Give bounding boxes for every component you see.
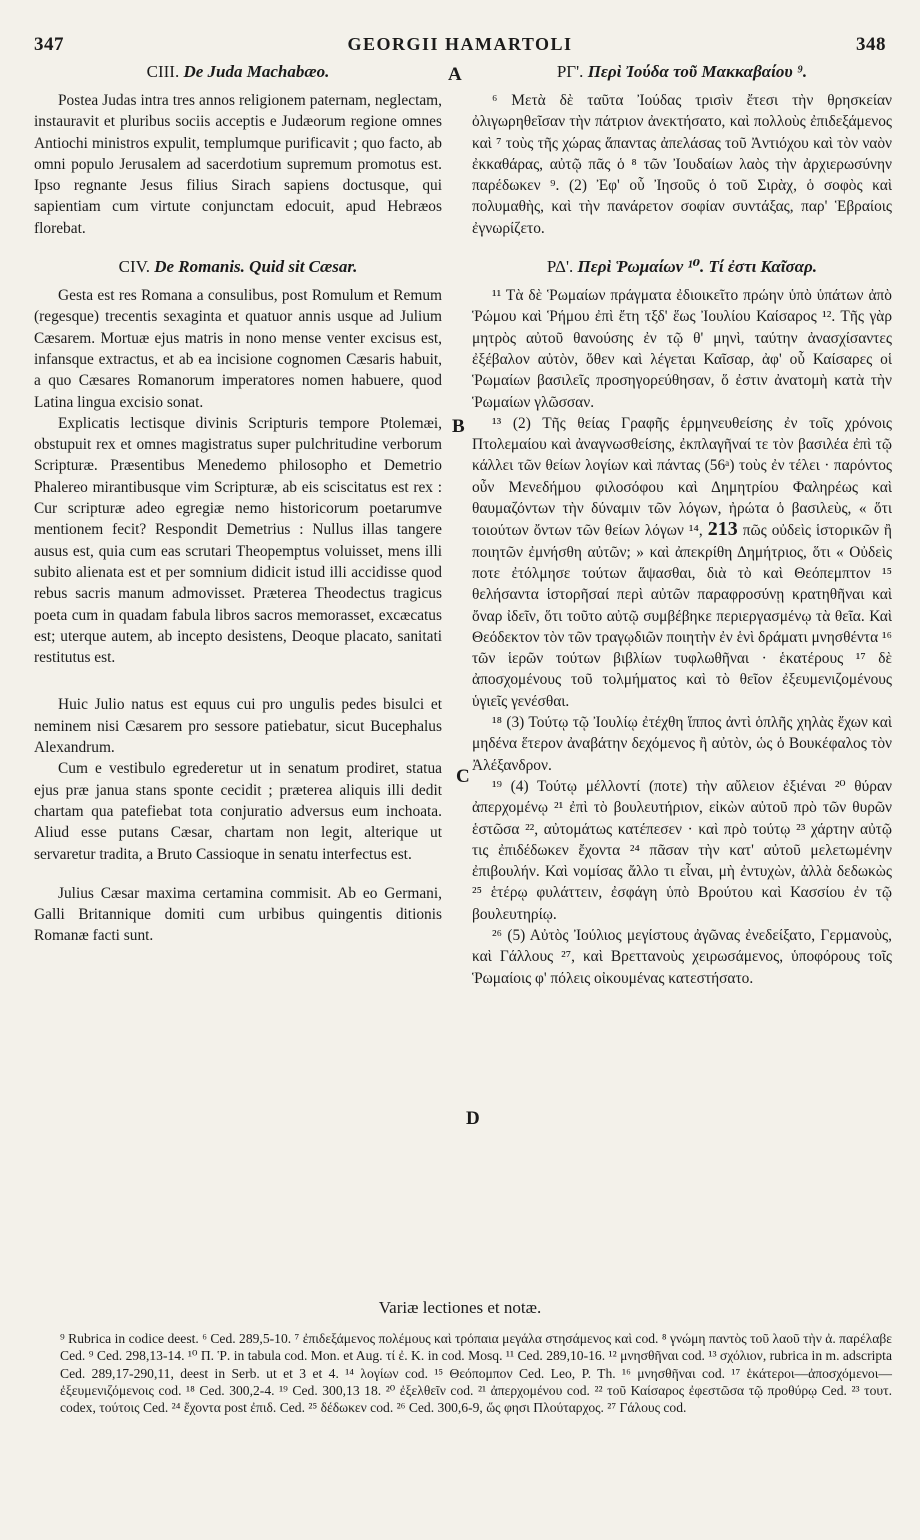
margin-letter-b: B xyxy=(452,416,465,437)
margin-letter-c: C xyxy=(456,766,470,787)
latin-section-heading-103 xyxy=(34,62,442,82)
latin-paragraph: Explicatis lectisque divinis Scripturis tempore Ptolemæi, obstupuit rex et omnes magistratus super pulchritudine verborum Scripturæ. Præsentibus Menedemo philosopho et Demetrio Phalereo mirantibusque vim Scripturæ, ab eis sciscitatus est rex : Cur scripturæ adeo egregiæ nemo historicorum poetarumve mentionem fecit? Respondit Demetrius : Nullus illas tangere ausus est, quia cum eas scrutari Theopemptus voluisset, mens illi subito alienata est et per somnium didicit istud illi accidisse quod rebus sacris manum admovisset. Præterea Theodectus tragicus poeta cum in quadam fabula libros sacros memorasset, excæcatus est; uterque autem, ab incepto desistens, Deoque placato, sanitati restitutus est. xyxy=(34,414,442,667)
latin-paragraph: Gesta est res Romana a consulibus, post Romulum et Remum (regesque) trecentis sexaginta et quatuor annis usque ad Julium Cæsarem. Mortuæ ejus matris in nono mense venter excisus est, infansque extractus, et ab ea incisione cognomen Cæsaris habuit, a quo Cæsares Romanorum imperatores nomen habuere, quod Latina lingua excisio sonat. xyxy=(34,287,442,411)
latin-section-number: CIV. xyxy=(118,257,150,277)
greek-paragraph: ¹¹ Τὰ δὲ Ῥωμαίων πράγματα ἐδιοικεῖτο πρώην ὑπὸ ὑπάτων ἀπὸ Ῥώμου καὶ Ῥήμου ἐπὶ ἔτη τξδ' ἕως Ἰουλίου Καίσαρος ¹². Τῆς γὰρ μητρὸς αὐτοῦ θανούσης ἐν τῷ θ' μηνὶ, ταύτην ἀνασχίσαντες ἐξέβαλον αὐτὸν, ὅθεν καὶ λέγεται Καῖσαρ, ἀφ' οὗ Καίσαρες οἱ Ῥωμαίων βασιλεῖς προσηγορεύθησαν, ὅ ἐστιν ἀνατομὴ κατὰ τὴν Ῥωμαίων γλῶσσαν. xyxy=(472,287,892,411)
greek-paragraph-part: ¹³ (2) Τῆς θείας Γραφῆς ἑρμηνευθείσης ἐν τοῖς χρόνοις Πτολεμαίου καὶ ἀναγνωσθείσης, ἐκπλαγῆναί τε τὸν βασιλέα ἐπὶ τῷ κάλλει τῶν θείων λογίων καὶ πάντας (56ᵃ) τοὺς ἐν τέλει · παρόντος οὖν Μενεδήμου φιλοσόφου καὶ Δημητρίου Φαληρέως καὶ θαυμαζόντων τὴν δύναμιν τῶν λόγων, ἠρώτα ὁ βασιλεὺς, « ὅτι τοιούτων ὄντων τῶν θείων λόγων ¹⁴, xyxy=(472,414,892,540)
greek-paragraph: ⁶ Μετὰ δὲ ταῦτα Ἰούδας τρισὶν ἔτεσι τὴν θρησκείαν ὀλιγωρηθεῖσαν τὴν πάτριον ἀνεκτήσατο, καὶ πολλοὺς ἐπιδεξάμενος καὶ ⁷ τοὺς τῆς χώρας ἅπαντας ἀπελάσας τοῦ Ἀντιόχου καὶ τὸν ναὸν ἐκκαθάρας, αὐτῷ πᾶς ὁ ⁸ τῶν Ἰουδαίων λαὸς τὴν ἀρχιερωσύνην παρέδωκεν ⁹. (2) Ἐφ' οὗ Ἰησοῦς ὁ τοῦ Σιρὰχ, ὁ σοφὸς καὶ πολυμαθὴς, καὶ τὴν πανάρετον σοφίαν συντάξας, παρ' Ἑβραίοις ἐγνωρίζετο. xyxy=(472,92,892,237)
greek-paragraph: ¹⁹ (4) Τούτῳ μέλλοντί (ποτε) τὴν αὔλειον ἐξιέναι ²⁰ θύραν ἀπερχομένῳ ²¹ ἐπὶ τὸ βουλευτήριον, εἰκὼν αὐτοῦ πρὸ τῶν θυρῶν ἑστῶσα ²², αὐτομάτως κατέπεσεν · καὶ πρὸ τούτῳ ²³ χάρτην αὐτῷ τις ἐπιδέδωκεν ἔχοντα ²⁴ πᾶσαν τὴν κατ' αὐτοῦ μελετωμένην ἐπιβουλήν. Καὶ νομίσας ἄλλο τι εἶναι, μὴ ἐντυχὼν, ἀλλὰ δεδωκὼς ²⁵ ἑτέρῳ φυλάττειν, ἐσφάγη ὑπὸ Βρούτου καὶ Κασσίου ἐν τῷ βουλευτηρίῳ. xyxy=(472,777,892,923)
greek-paragraph-part: πῶς οὐδεὶς ἱστορικῶν ἢ ποιητῶν ἐμνήσθη αὐτῶν; » καὶ ἀπεκρίθη Δημήτριος, ὅτι « Οὐδεὶς ποτε ἐτόλμησε τούτων ἅψασθαι, διὰ τὸ καὶ Θεόπεμπτον ¹⁵ θελήσαντα ἱστορῆσαί περὶ αὐτῶν παραφροσύνῃ κρατηθῆναι καὶ ὄναρ ἰδεῖν, ὅτι τοῦτο αὐτῷ συμβέβηκε περιεργασμένῳ τὰ θεῖα. Καὶ Θεόδεκτον τὸν τῶν τραγῳδιῶν ποιητὴν ἐν ἑνὶ δράματι μνησθέντα ¹⁶ τῶν ἱερῶν τούτων βιβλίων τυφλωθῆναι · ἑκατέρους ¹⁷ δὲ ἀποσχομένους τοῦ τολμήματος καὶ τὸ θεῖον ἐξευμενιζομένους ὑγιεῖς γενέσθαι. xyxy=(472,522,892,710)
latin-column xyxy=(34,62,442,947)
latin-paragraph: Cum e vestibulo egrederetur ut in senatum prodiret, statua ejus præ janua stans sponte cecidit ; præterea aliquis illi dedit chartam qua patefiebat tota conjuratio adversus eum inchoata. Aliud esse putans Cæsar, chartam non legit, alterique ut servaretur tradita, a Bruto Cassioque in senatu interfectus est. xyxy=(34,760,442,863)
greek-paragraph xyxy=(472,413,892,712)
latin-paragraph: Huic Julio natus est equus cui pro ungulis pedes bisulci et neminem nisi Cæsarem pro sessore patiebatur, sicut Bucephalus Alexandrum. xyxy=(34,696,442,757)
greek-paragraph: ²⁶ (5) Αὐτὸς Ἰούλιος μεγίστους ἀγῶνας ἐνεδείξατο, Γερμανοὺς, καὶ Γάλλους ²⁷, καὶ Βρεττανοὺς χειρωσάμενος, ὑποφόρους τοῖς Ῥωμαίοις φ' πόλεις οἰκουμένας κατεστήσατο. xyxy=(472,926,892,987)
running-title: GEORGII HAMARTOLI xyxy=(347,34,573,54)
greek-section-title: Περὶ Ῥωμαίων ¹⁰. Τί ἐστι Καῖσαρ. xyxy=(577,257,818,277)
left-page-number: 347 xyxy=(34,34,64,55)
latin-section-title: De Romanis. Quid sit Cæsar. xyxy=(154,257,358,277)
margin-letter-a: A xyxy=(448,64,462,85)
latin-section-number: CIII. xyxy=(146,62,180,81)
greek-section-number: ΡΓ'. xyxy=(556,62,584,81)
right-page-number: 348 xyxy=(856,34,886,55)
greek-column xyxy=(472,62,892,989)
greek-section-title: Περὶ Ἰούδα τοῦ Μακκαβαίου ⁹. xyxy=(587,62,808,81)
latin-paragraph: Julius Cæsar maxima certamina commisit. Ab eo Germani, Galli Britannique domiti cum urbibus quingentis ditionis Romanæ facti sunt. xyxy=(34,884,442,945)
latin-section-title: De Juda Machabæo. xyxy=(183,62,330,81)
greek-section-heading-104 xyxy=(472,257,892,277)
greek-section-number: ΡΔ'. xyxy=(546,257,574,277)
edition-page-marker: 213 xyxy=(707,518,738,541)
margin-letter-d: D xyxy=(466,1108,480,1129)
apparatus-notes: ⁹ Rubrica in codice deest. ⁶ Ced. 289,5-10. ⁷ ἐπιδεξάμενος πολέμους καὶ τρόπαια μεγάλα στησάμενος καὶ cod. ⁸ γνώμη παντὸς τοῦ λαοῦ τὴν ἀ. παρέλαβε Ced. ⁹ Ced. 298,13-14. ¹⁰ Π. Ῥ. in tabula cod. Mon. et Aug. τί ἐ. Κ. in cod. Mosq. ¹¹ Ced. 289,10-16. ¹² μνησθῆναι cod. ¹³ σχόλιον, rubrica in m. adscripta Ced. 289,17-290,11, deest in Serb. ut et 3 et 4. ¹⁴ λογίων cod. ¹⁵ Θεόπομπον Ced. Leo, P. Th. ¹⁶ μνησθῆναι cod. ¹⁷ ἑκάτεροι—ἀποσχόμενοι—ἐξευμενιζόμενοις cod. ¹⁸ Ced. 300,2-4. ¹⁹ Ced. 300,13 18. ²⁰ ἐξελθεῖν cod. ²¹ ἀπερχομένου cod. ²² τοῦ Καίσαρος ἐφεστῶσα τῷ προθύρῳ Ced. ²³ τουτ. codex, τούτοις Ced. ²⁴ ἔχοντα post ἐπιδ. Ced. ²⁵ δέδωκεν cod. ²⁶ Ced. 300,6-9, ὥς φησι Πλούταρχος. ²⁷ Γάλους cod. xyxy=(60,1331,892,1416)
greek-section-heading-103 xyxy=(472,62,892,82)
latin-paragraph: Postea Judas intra tres annos religionem paternam, neglectam, instauravit et pluribus sociis acceptis e Judæorum regione omnes Antiochi ministros expulit, templumque purificavit ; quo facto, ab omni populo Jerusalem ad sacerdotium supremum promotus est. Ipso regnante Jesus filius Sirach sapiens doctusque, qui sapientiam cum virtute conjunctam edocuit, apud Hebræos florebat. xyxy=(34,92,442,237)
notes-heading: Variæ lectiones et notæ. xyxy=(378,1298,542,1317)
latin-section-heading-104 xyxy=(34,257,442,277)
greek-paragraph: ¹⁸ (3) Τούτῳ τῷ Ἰουλίῳ ἐτέχθη ἵππος ἀντὶ ὁπλῆς χηλὰς ἔχων καὶ μηδένα ἕτερον ἀναβάτην δεχόμενος ἢ αὐτὸν, ὡς ὁ Βουκέφαλος τὸν Ἀλέξανδρον. xyxy=(472,714,892,774)
